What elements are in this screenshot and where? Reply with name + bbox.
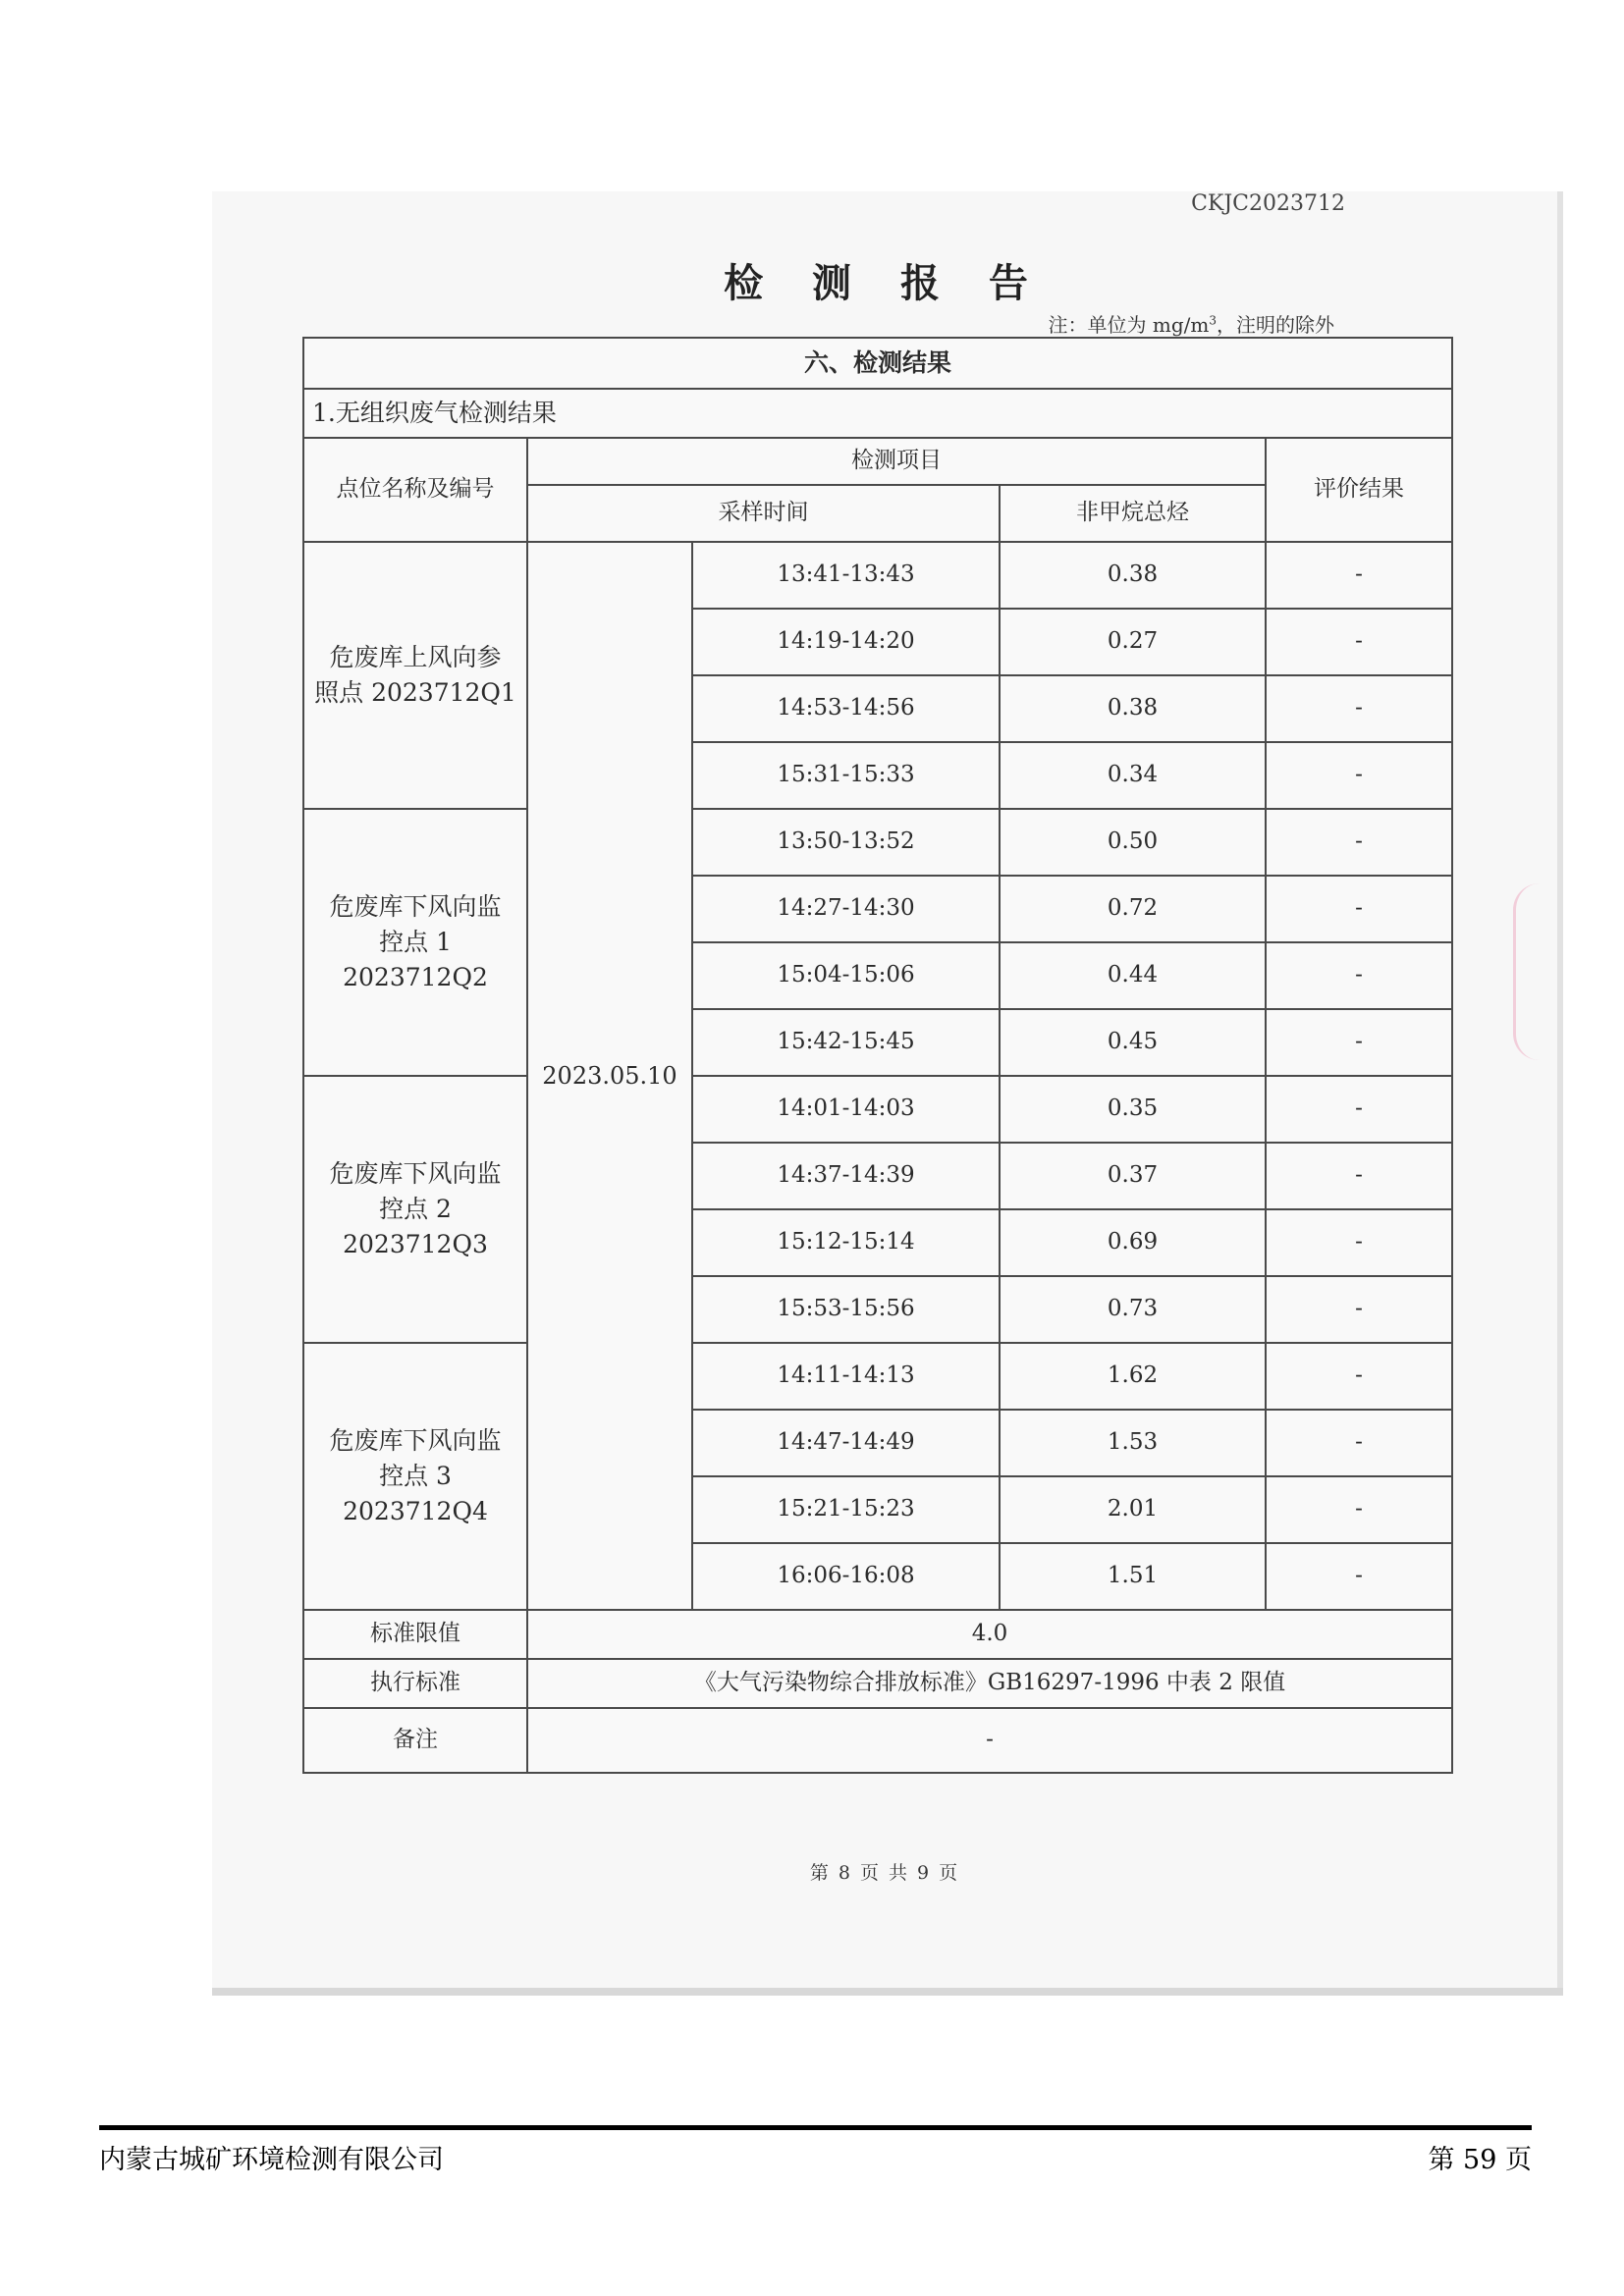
standard-limit-value: 4.0 <box>527 1610 1452 1659</box>
unit-note-suffix: ，注明的除外 <box>1217 313 1334 337</box>
header-evaluation: 评价结果 <box>1266 438 1452 542</box>
document-page-number: 第 59 页 <box>1428 2145 1532 2175</box>
nmhc-value-cell: 0.73 <box>1000 1276 1266 1343</box>
nmhc-value-cell: 0.72 <box>1000 876 1266 942</box>
nmhc-value-cell: 0.34 <box>1000 742 1266 809</box>
nmhc-value-cell: 0.38 <box>1000 542 1266 609</box>
sampling-time-cell: 15:42-15:45 <box>692 1009 1000 1076</box>
evaluation-cell: - <box>1266 1276 1452 1343</box>
remark-row <box>303 1708 1452 1773</box>
evaluation-cell: - <box>1266 942 1452 1009</box>
nmhc-value-cell: 0.27 <box>1000 609 1266 675</box>
sampling-time-cell: 14:27-14:30 <box>692 876 1000 942</box>
sampling-time-cell: 15:53-15:56 <box>692 1276 1000 1343</box>
evaluation-cell: - <box>1266 1143 1452 1209</box>
footer-divider <box>99 2125 1532 2130</box>
sampling-time-cell: 14:19-14:20 <box>692 609 1000 675</box>
evaluation-cell: - <box>1266 809 1452 876</box>
remark-label: 备注 <box>303 1708 527 1773</box>
subsection-title: 1.无组织废气检测结果 <box>303 389 1452 438</box>
unit-note-prefix: 注：单位为 mg/m <box>1048 313 1210 337</box>
header-sampling-time: 采样时间 <box>527 485 1000 542</box>
evaluation-cell: - <box>1266 542 1452 609</box>
evaluation-cell: - <box>1266 1476 1452 1543</box>
report-title: 检 测 报 告 <box>724 260 1046 306</box>
evaluation-cell: - <box>1266 1076 1452 1143</box>
sampling-time-cell: 14:47-14:49 <box>692 1410 1000 1476</box>
nmhc-value-cell: 2.01 <box>1000 1476 1266 1543</box>
scanned-report-page <box>212 191 1563 1988</box>
evaluation-cell: - <box>1266 675 1452 742</box>
table-row <box>303 542 1452 609</box>
execution-standard-value: 《大气污染物综合排放标准》GB16297-1996 中表 2 限值 <box>527 1659 1452 1708</box>
sampling-time-cell: 15:31-15:33 <box>692 742 1000 809</box>
nmhc-value-cell: 0.38 <box>1000 675 1266 742</box>
evaluation-cell: - <box>1266 876 1452 942</box>
sampling-time-cell: 16:06-16:08 <box>692 1543 1000 1610</box>
nmhc-value-cell: 0.69 <box>1000 1209 1266 1276</box>
standard-limit-label: 标准限值 <box>303 1610 527 1659</box>
table-row <box>303 1076 1452 1143</box>
sampling-date: 2023.05.10 <box>527 542 692 1610</box>
evaluation-cell: - <box>1266 1209 1452 1276</box>
section-title: 六、检测结果 <box>303 338 1452 389</box>
evaluation-cell: - <box>1266 609 1452 675</box>
company-name: 内蒙古城矿环境检测有限公司 <box>99 2145 444 2175</box>
table-row <box>303 1343 1452 1410</box>
execution-standard-row <box>303 1659 1452 1708</box>
report-number: CKJC2023712 <box>1191 191 1345 216</box>
nmhc-value-cell: 0.50 <box>1000 809 1266 876</box>
nmhc-value-cell: 0.35 <box>1000 1076 1266 1143</box>
unit-note-sup: 3 <box>1209 313 1217 328</box>
point-label: 危废库下风向监 控点 2 2023712Q3 <box>303 1076 527 1343</box>
evaluation-cell: - <box>1266 1009 1452 1076</box>
evaluation-cell: - <box>1266 1410 1452 1476</box>
point-label: 危废库上风向参 照点 2023712Q1 <box>303 542 527 809</box>
nmhc-value-cell: 0.37 <box>1000 1143 1266 1209</box>
nmhc-value-cell: 0.44 <box>1000 942 1266 1009</box>
unit-note <box>1049 309 1334 338</box>
nmhc-value-cell: 0.45 <box>1000 1009 1266 1076</box>
header-items: 检测项目 <box>527 438 1266 485</box>
nmhc-value-cell: 1.51 <box>1000 1543 1266 1610</box>
sampling-time-cell: 14:01-14:03 <box>692 1076 1000 1143</box>
point-label: 危废库下风向监 控点 1 2023712Q2 <box>303 809 527 1076</box>
standard-limit-row <box>303 1610 1452 1659</box>
execution-standard-label: 执行标准 <box>303 1659 527 1708</box>
nmhc-value-cell: 1.53 <box>1000 1410 1266 1476</box>
evaluation-cell: - <box>1266 1543 1452 1610</box>
sampling-time-cell: 13:41-13:43 <box>692 542 1000 609</box>
report-page-number: 第 8 页 共 9 页 <box>809 1862 960 1884</box>
evaluation-cell: - <box>1266 1343 1452 1410</box>
sampling-time-cell: 15:21-15:23 <box>692 1476 1000 1543</box>
sampling-time-cell: 15:04-15:06 <box>692 942 1000 1009</box>
header-point: 点位名称及编号 <box>303 438 527 542</box>
header-nmhc: 非甲烷总烃 <box>1000 485 1266 542</box>
remark-value: - <box>527 1708 1452 1773</box>
seal-stamp-edge <box>1513 883 1540 1060</box>
sampling-time-cell: 14:37-14:39 <box>692 1143 1000 1209</box>
results-table <box>302 337 1453 1774</box>
point-label: 危废库下风向监 控点 3 2023712Q4 <box>303 1343 527 1610</box>
sampling-time-cell: 14:11-14:13 <box>692 1343 1000 1410</box>
nmhc-value-cell: 1.62 <box>1000 1343 1266 1410</box>
table-row <box>303 809 1452 876</box>
sampling-time-cell: 15:12-15:14 <box>692 1209 1000 1276</box>
sampling-time-cell: 14:53-14:56 <box>692 675 1000 742</box>
evaluation-cell: - <box>1266 742 1452 809</box>
sampling-time-cell: 13:50-13:52 <box>692 809 1000 876</box>
